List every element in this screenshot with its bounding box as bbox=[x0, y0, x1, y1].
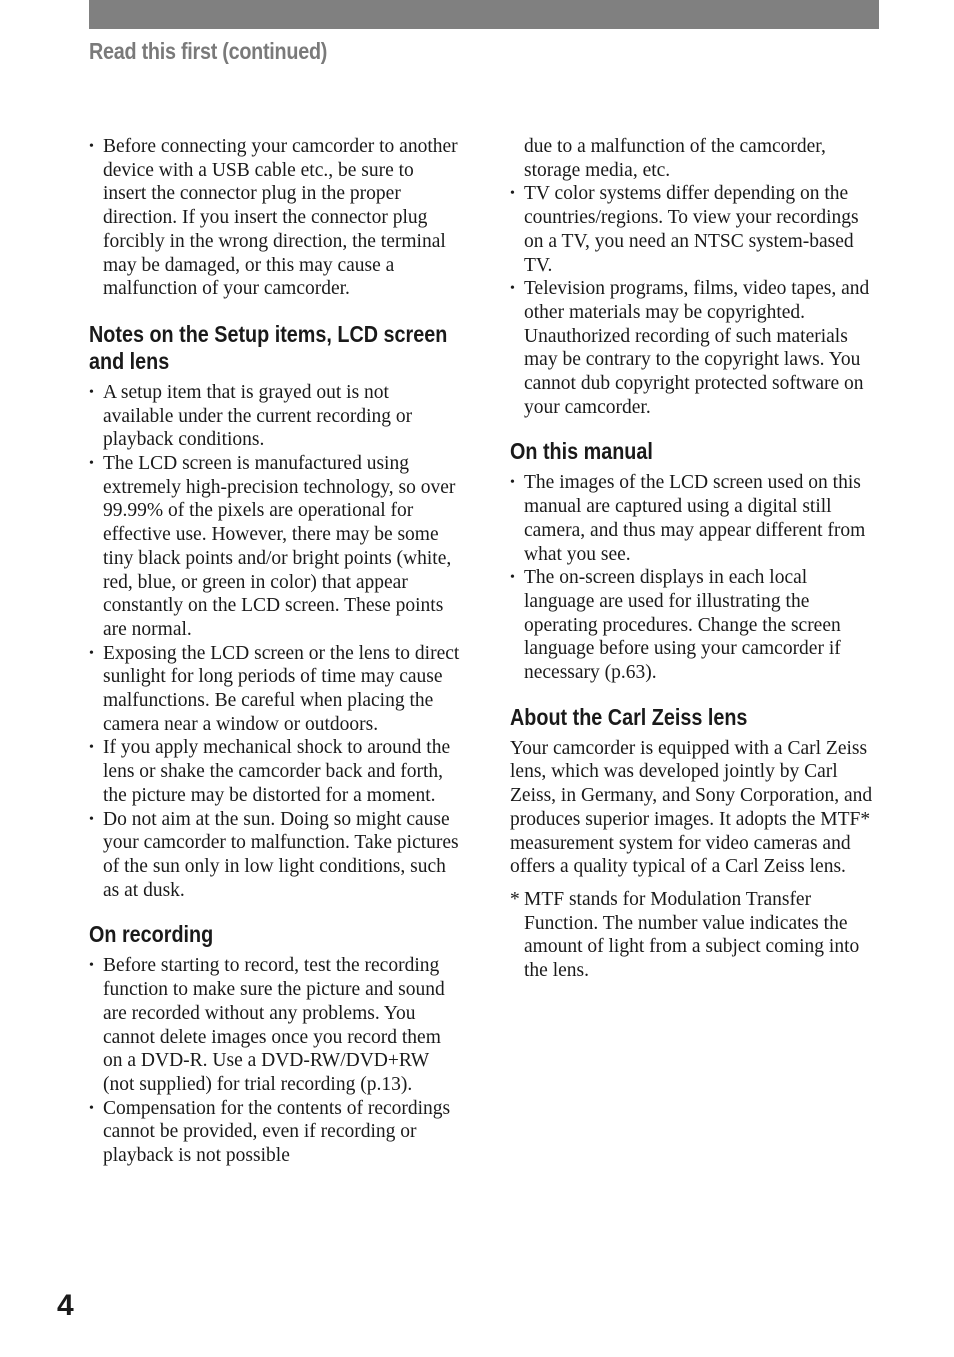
list-item: • If you apply mechanical shock to around the lens or shake the camcorder back and forth, the picture may be distorted for a moment. bbox=[89, 736, 461, 807]
recording-heading: On recording bbox=[89, 921, 214, 948]
list-item: • Compensation for the contents of recordings cannot be provided, even if recording or playback is not possible bbox=[89, 1097, 461, 1168]
recording-list bbox=[89, 954, 461, 1167]
left-column bbox=[89, 135, 461, 1168]
page-header-title: Read this first (continued) bbox=[89, 38, 328, 64]
list-item: • Do not aim at the sun. Doing so might cause your camcorder to malfunction. Take pictures of the sun only in low light conditions, such as at dusk. bbox=[89, 808, 461, 903]
zeiss-heading: About the Carl Zeiss lens bbox=[510, 703, 748, 730]
list-item: • A setup item that is grayed out is not available under the current recording or playback conditions. bbox=[89, 381, 461, 452]
right-column bbox=[510, 135, 882, 983]
list-item: • Before starting to record, test the recording function to make sure the picture and sound are recorded without any problems. You cannot delete images once you record them on a DVD-R. Use a DVD-RW/DVD+RW (not supplied) for trial recording (p.13). bbox=[89, 954, 461, 1096]
list-item: • Exposing the LCD screen or the lens to direct sunlight for long periods of time may cause malfunctions. Be careful when placing the camera near a window or outdoors. bbox=[89, 642, 461, 737]
list-item: • Before connecting your camcorder to another device with a USB cable etc., be sure to insert the connector plug in the proper direction. If you insert the connector plug forcibly in the wrong direction, the terminal may be damaged, or this may cause a malfunction of your camcorder. bbox=[89, 135, 461, 301]
page-number: 4 bbox=[57, 1289, 74, 1322]
footnote-text: MTF stands for Modulation Transfer Function. The number value indicates the amount of light from a subject coming into the lens. bbox=[524, 888, 860, 982]
setup-list bbox=[89, 381, 461, 902]
list-item: • The images of the LCD screen used on this manual are captured using a digital still camera, and thus may appear different from what you see. bbox=[510, 471, 882, 566]
manual-heading: On this manual bbox=[510, 438, 653, 465]
list-item: • Television programs, films, video tapes, and other materials may be copyrighted. Unauthorized recording of such materials may be contrary to the copyright laws. You cannot dub copyright protected software on your camcorder. bbox=[510, 277, 882, 419]
manual-list bbox=[510, 471, 882, 684]
continued-list bbox=[510, 135, 882, 419]
intro-list bbox=[89, 135, 461, 301]
zeiss-body: Your camcorder is equipped with a Carl Zeiss lens, which was developed jointly by Carl Zeiss, in Germany, and Sony Corporation, and produces superior images. It adopts the MTF* measurement system for video cameras and offers a quality typical of a Carl Zeiss lens. bbox=[510, 737, 873, 878]
footnote bbox=[510, 888, 882, 983]
footnote-marker: * bbox=[510, 888, 520, 910]
list-item: • The LCD screen is manufactured using extremely high-precision technology, so over 99.99% of the pixels are operational for effective use. However, there may be some tiny black points and/or bright points (white, red, blue, or green in color) that appear constantly on the LCD screen. These points are normal. bbox=[89, 452, 461, 642]
list-item-continuation: due to a malfunction of the camcorder, storage media, etc. bbox=[524, 136, 826, 181]
setup-heading: Notes on the Setup items, LCD screen and lens bbox=[89, 320, 448, 374]
list-item: • TV color systems differ depending on the countries/regions. To view your recordings on a TV, you need an NTSC system-based TV. bbox=[510, 182, 882, 277]
list-item: • The on-screen displays in each local language are used for illustrating the operating procedures. Change the screen language before using your camcorder if necessary (p.63). bbox=[510, 566, 882, 685]
header-bar bbox=[89, 0, 879, 29]
